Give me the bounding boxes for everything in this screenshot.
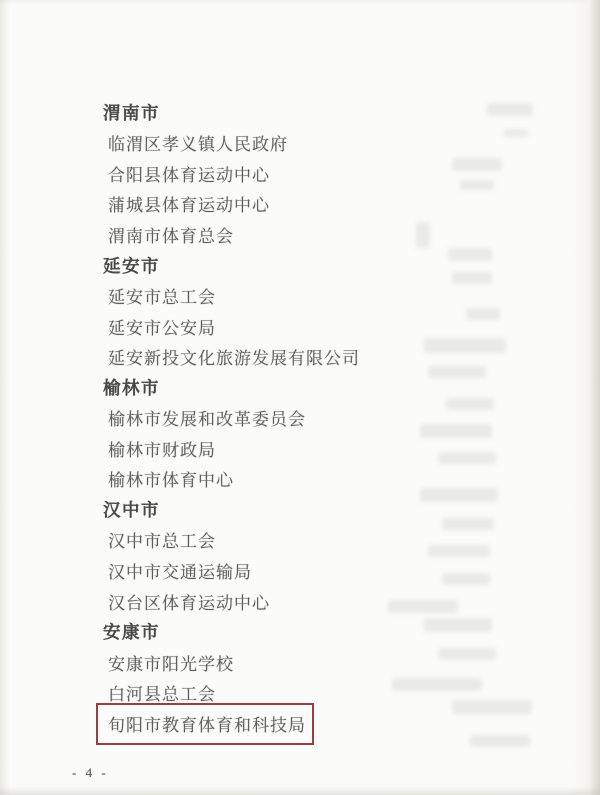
entry-text: 旬阳市教育体育和科技局 (108, 715, 306, 735)
entry-text: 汉台区体育运动中心 (108, 593, 270, 613)
scan-edge-right (572, 0, 600, 795)
entry-line (103, 189, 503, 220)
entry-line (103, 464, 503, 495)
entry-text: 汉中市总工会 (108, 532, 216, 552)
entry-text: 渭南市体育总会 (108, 226, 234, 246)
city-header (103, 97, 503, 128)
entry-text: 延安市总工会 (108, 288, 216, 308)
entry-line (103, 647, 503, 678)
city-header-text: 渭南市 (103, 102, 160, 123)
entry-line (103, 586, 503, 617)
entry-text: 白河县总工会 (108, 685, 216, 705)
city-header (103, 372, 503, 403)
city-header (103, 616, 503, 647)
scan-edge-bottom (0, 786, 600, 795)
city-header-text: 汉中市 (103, 499, 160, 520)
scan-edge-top (0, 0, 600, 5)
city-header (103, 250, 503, 281)
entry-text: 榆林市发展和改革委员会 (108, 410, 306, 430)
entry-text: 汉中市交通运输局 (108, 562, 252, 582)
city-header-text: 延安市 (103, 255, 160, 276)
entry-line (103, 402, 503, 433)
entry-line (103, 555, 503, 586)
entry-text: 安康市阳光学校 (108, 654, 234, 674)
entry-line (103, 219, 503, 250)
entry-line (103, 677, 503, 708)
entry-text: 延安新投文化旅游发展有限公司 (108, 349, 360, 369)
entry-line (103, 433, 503, 464)
entry-line (103, 311, 503, 342)
scan-edge-highlight (588, 0, 592, 795)
bleedthrough-mark (504, 129, 528, 137)
entry-text: 延安市公安局 (108, 318, 216, 338)
city-header-text: 榆林市 (103, 377, 160, 398)
city-header (103, 494, 503, 525)
page-number: - 4 - (72, 765, 109, 780)
entry-line (103, 158, 503, 189)
entry-line (103, 708, 503, 739)
entry-text: 榆林市财政局 (108, 440, 216, 460)
entry-text: 榆林市体育中心 (108, 471, 234, 491)
entry-text: 临渭区孝义镇人民政府 (108, 135, 288, 155)
entry-line (103, 128, 503, 159)
recipient-list (103, 97, 503, 738)
entry-text: 蒲城县体育运动中心 (108, 196, 270, 216)
entry-line (103, 280, 503, 311)
scan-edge-left (0, 0, 10, 795)
entry-line (103, 525, 503, 556)
city-header-text: 安康市 (103, 622, 160, 643)
entry-line (103, 341, 503, 372)
entry-text: 合阳县体育运动中心 (108, 165, 270, 185)
